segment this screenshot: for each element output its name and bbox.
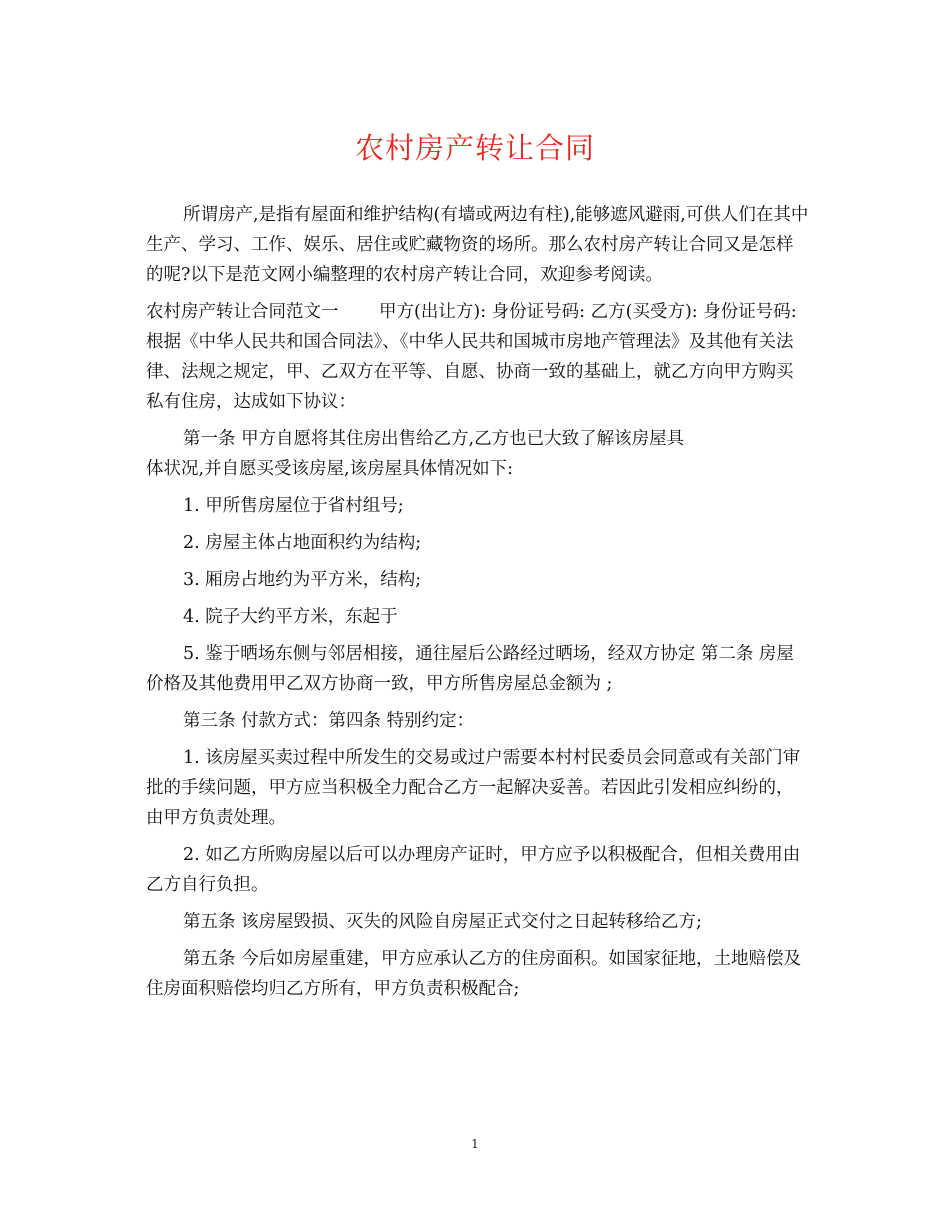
special-item: 2. 如乙方所购房屋以后可以办理房产证时，甲方应予以积极配合，但相关费用由乙方自行负担。 xyxy=(146,845,801,895)
special-item: 1. 该房屋买卖过程中所发生的交易或过户需要本村村民委员会同意或有关部门审批的手续问题，甲方应当积极全力配合乙方一起解决妥善。若因此引发相应纠纷的，由甲方负责处理。 xyxy=(146,748,801,828)
page-number: 1 xyxy=(471,1137,479,1151)
list-item: 2. 房屋主体占地面积约为结构; xyxy=(183,533,422,553)
list-item: 5. 鉴于晒场东侧与邻居相接，通往屋后公路经过晒场，经双方协定 第二条 房屋价格及其他费用甲乙双方协商一致，甲方所售房屋总金额为 ; xyxy=(146,644,794,694)
article-1-line-2: 体状况,并自愿买受该房屋,该房屋具体情况如下: xyxy=(146,459,514,479)
article-1-line-1: 第一条 甲方自愿将其住房出售给乙方,乙方也已大致了解该房屋具 xyxy=(183,429,685,449)
article-3-4: 第三条 付款方式：第四条 特别约定： xyxy=(183,711,475,731)
article-5b: 第五条 今后如房屋重建，甲方应承认乙方的住房面积。如国家征地，土地赔偿及住房面积赔偿均归乙方所有，甲方负责积极配合; xyxy=(146,949,802,999)
list-item: 3. 厢房占地约为平方米，结构; xyxy=(183,570,422,590)
document-body xyxy=(146,200,810,1011)
preamble-paragraph: 农村房产转让合同范文一 甲方(出让方): 身份证号码: 乙方(买受方): 身份证号码: 根据《中华人民共和国合同法》、《中华人民共和国城市房地产管理法》及其他有关法律、法规之规定，甲、乙双方在平等、自愿、协商一致的基础上，就乙方向甲方购买私有住房，达成如下协议： xyxy=(146,302,797,412)
article-5a: 第五条 该房屋毁损、灭失的风险自房屋正式交付之日起转移给乙方; xyxy=(183,912,702,932)
list-item: 1. 甲所售房屋位于省村组号; xyxy=(183,496,404,516)
list-item: 4. 院子大约平方米，东起于 xyxy=(183,607,398,627)
document-title: 农村房产转让合同 xyxy=(354,131,595,165)
intro-paragraph: 所谓房产,是指有屋面和维护结构(有墙或两边有柱),能够遮风避雨,可供人们在其中生产、学习、工作、娱乐、居住或贮藏物资的场所。那么农村房产转让合同又是怎样的呢?以下是范文网小编整理的农村房产转让合同，欢迎参考阅读。 xyxy=(146,205,809,285)
